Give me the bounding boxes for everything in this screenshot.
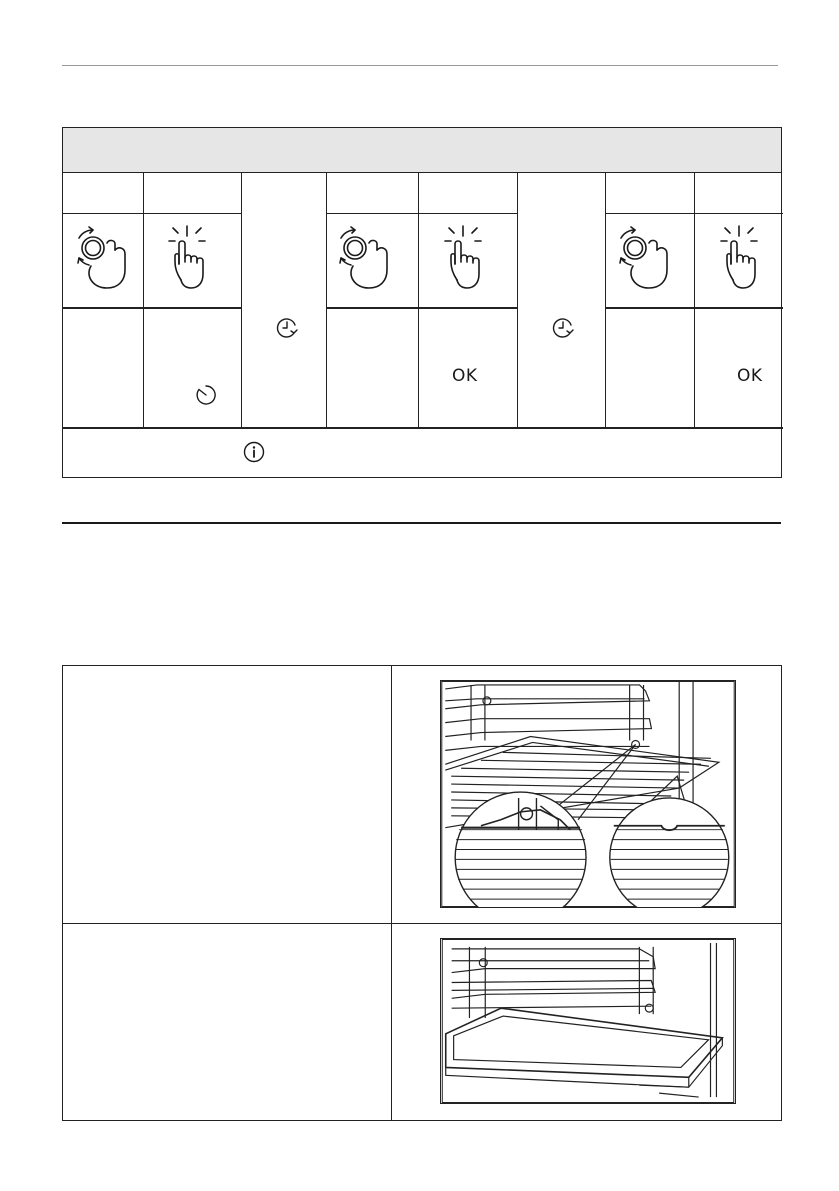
- row-divider: [63, 427, 783, 429]
- col-divider: [143, 172, 144, 428]
- rotate-knob-icon: [333, 222, 393, 294]
- step-table-header: [63, 128, 781, 173]
- row-divider: [63, 923, 781, 924]
- row-divider: [605, 213, 783, 214]
- header-rule: [62, 65, 778, 66]
- info-icon: [243, 441, 265, 463]
- col-divider: [391, 666, 392, 1120]
- shelf-table: [62, 665, 782, 1121]
- row-divider: [605, 307, 783, 309]
- col-divider: [418, 172, 419, 428]
- col-divider: [326, 172, 327, 428]
- touch-icon: [719, 222, 767, 294]
- wire-shelf-detail-illustration: [440, 680, 736, 908]
- col-divider: [517, 172, 518, 428]
- ok-label: OK: [737, 366, 763, 386]
- col-divider: [241, 172, 242, 428]
- col-divider: [605, 172, 606, 428]
- section-rule: [62, 522, 781, 524]
- col-divider: [694, 172, 695, 428]
- rotate-knob-icon: [613, 222, 673, 294]
- touch-icon: [443, 222, 491, 294]
- ok-label: OK: [452, 366, 478, 386]
- row-divider: [63, 213, 241, 214]
- rotate-knob-icon: [71, 222, 131, 294]
- row-divider: [63, 307, 241, 309]
- row-divider: [326, 307, 517, 309]
- touch-icon: [167, 222, 215, 294]
- clock-rotate-icon: [551, 316, 575, 340]
- tray-insertion-illustration: [440, 938, 736, 1104]
- timer-icon: [195, 384, 217, 406]
- clock-rotate-icon: [275, 316, 299, 340]
- row-divider: [326, 213, 517, 214]
- step-table: [62, 127, 782, 478]
